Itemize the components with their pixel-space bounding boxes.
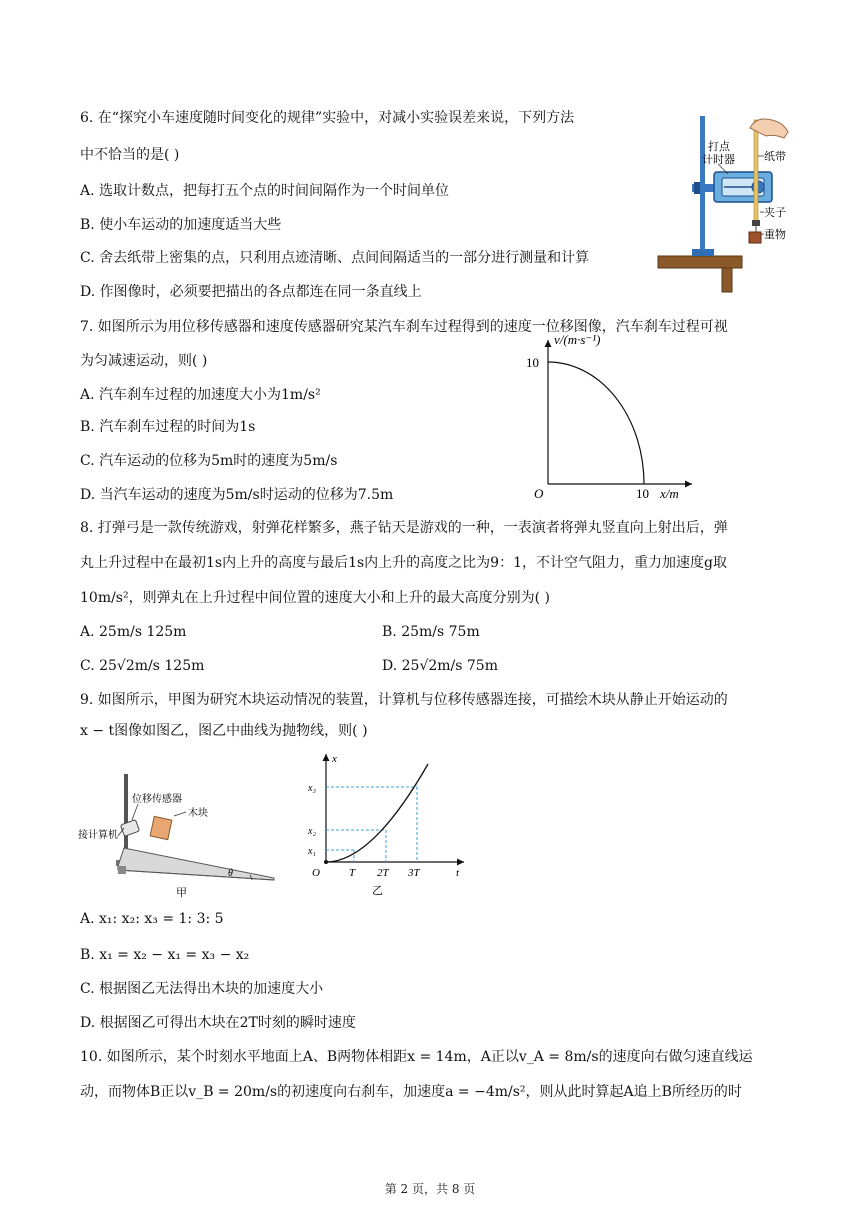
q8-stem-line-3: 10m/s²，则弹丸在上升过程中间位置的速度大小和上升的最大高度分别为( ) [80, 590, 550, 606]
q6-option-d: D. 作图像时，必须要把描出的各点都连在同一条直线上 [80, 284, 422, 300]
q6-option-a: A. 选取计数点，把每打五个点的时间间隔作为一个时间单位 [80, 183, 450, 199]
q6-stem-line-2: 中不恰当的是( ) [80, 147, 180, 163]
tick-2T: 2T [377, 867, 389, 879]
q7-stem-line-1: 7. 如图所示为用位移传感器和速度传感器研究某汽车刹车过程得到的速度一位移图像，汽车刹车过程可视 [80, 319, 728, 335]
q7-option-b: B. 汽车刹车过程的时间为1s [80, 419, 256, 435]
graph-origin: O [312, 867, 320, 879]
q8-option-d: D. 25√2m/s 75m [382, 658, 498, 674]
q9-stem-line-1: 9. 如图所示，甲图为研究木块运动情况的装置，计算机与位移传感器连接，可描绘木块从静止开始运动的 [80, 692, 728, 708]
q10-stem-line-1: 10. 如图所示，某个时刻水平地面上A、B两物体相距x = 14m，A正以v_A = 8m/s的速度向右做匀速直线运 [80, 1049, 753, 1065]
tick-T: T [349, 867, 356, 879]
graph-y-label: v/(m·s⁻¹) [554, 332, 601, 347]
q8-option-a: A. 25m/s 125m [80, 624, 187, 640]
tick-3T: 3T [408, 867, 420, 879]
graph-x-label: x/m [660, 486, 679, 501]
q6-option-c: C. 舍去纸带上密集的点，只利用点迹清晰、点间间隔适当的一部分进行测量和计算 [80, 250, 590, 266]
q8-option-c: C. 25√2m/s 125m [80, 658, 205, 674]
ticker-timer-apparatus-figure [652, 108, 792, 298]
label-connect-computer: 接计算机 [78, 830, 118, 841]
label-weight: 重物 [764, 229, 786, 241]
label-clip: 夹子 [764, 207, 786, 219]
label-wood-block: 木块 [188, 808, 208, 819]
tick-x1: x₁ [308, 846, 316, 857]
label-timer-2: 计时器 [702, 154, 735, 166]
q7-option-c: C. 汽车运动的位移为5m时的速度为5m/s [80, 453, 338, 469]
tick-x3: x₃ [308, 783, 316, 794]
q6-stem-line-1: 6. 在“探究小车速度随时间变化的规律”实验中，对减小实验误差来说，下列方法 [80, 110, 575, 126]
position-time-parabola-graph [300, 750, 470, 900]
graph-x-axis-label: x [332, 753, 337, 765]
q7-stem-line-2: 为匀减速运动，则( ) [80, 353, 208, 369]
label-theta: θ [228, 868, 233, 879]
label-timer-1: 打点 [708, 141, 730, 153]
tick-x2: x₂ [308, 826, 316, 837]
velocity-displacement-graph [520, 326, 700, 506]
caption-yi: 乙 [372, 885, 383, 897]
q9-option-a: A. x₁: x₂: x₃ = 1: 3: 5 [80, 911, 224, 927]
q8-stem-line-1: 8. 打弹弓是一款传统游戏，射弹花样繁多，燕子钻天是游戏的一种，一表演者将弹丸竖直向上射出后，弹 [80, 520, 728, 536]
incline-apparatus-figure [78, 766, 278, 900]
q9-stem-line-2: x − t图像如图乙，图乙中曲线为抛物线，则( ) [80, 723, 368, 739]
q9-option-b: B. x₁ = x₂ − x₁ = x₃ − x₂ [80, 947, 250, 963]
graph-x-tick: 10 [636, 486, 649, 501]
graph-origin: O [534, 486, 544, 501]
q9-option-d: D. 根据图乙可得出木块在2T时刻的瞬时速度 [80, 1015, 356, 1031]
q9-option-c: C. 根据图乙无法得出木块的加速度大小 [80, 981, 324, 997]
graph-t-axis-label: t [456, 867, 460, 879]
q7-option-a: A. 汽车刹车过程的加速度大小为1m/s² [80, 387, 321, 403]
q8-stem-line-2: 丸上升过程中在最初1s内上升的高度与最后1s内上升的高度之比为9：1，不计空气阻力，重力加速度g取 [80, 555, 727, 571]
q10-stem-line-2: 动，而物体B正以v_B = 20m/s的初速度向右刹车，加速度a = −4m/s²，则从此时算起A追上B所经历的时 [80, 1084, 742, 1100]
graph-y-tick: 10 [526, 355, 539, 370]
q7-option-d: D. 当汽车运动的速度为5m/s时运动的位移为7.5m [80, 487, 394, 503]
caption-jia: 甲 [176, 887, 187, 899]
label-paper-tape: 纸带 [764, 151, 786, 163]
q8-option-b: B. 25m/s 75m [382, 624, 480, 640]
label-displacement-sensor: 位移传感器 [132, 794, 182, 805]
page-number-footer: 第 2 页，共 8 页 [384, 1182, 476, 1196]
q6-option-b: B. 使小车运动的加速度适当大些 [80, 217, 282, 233]
